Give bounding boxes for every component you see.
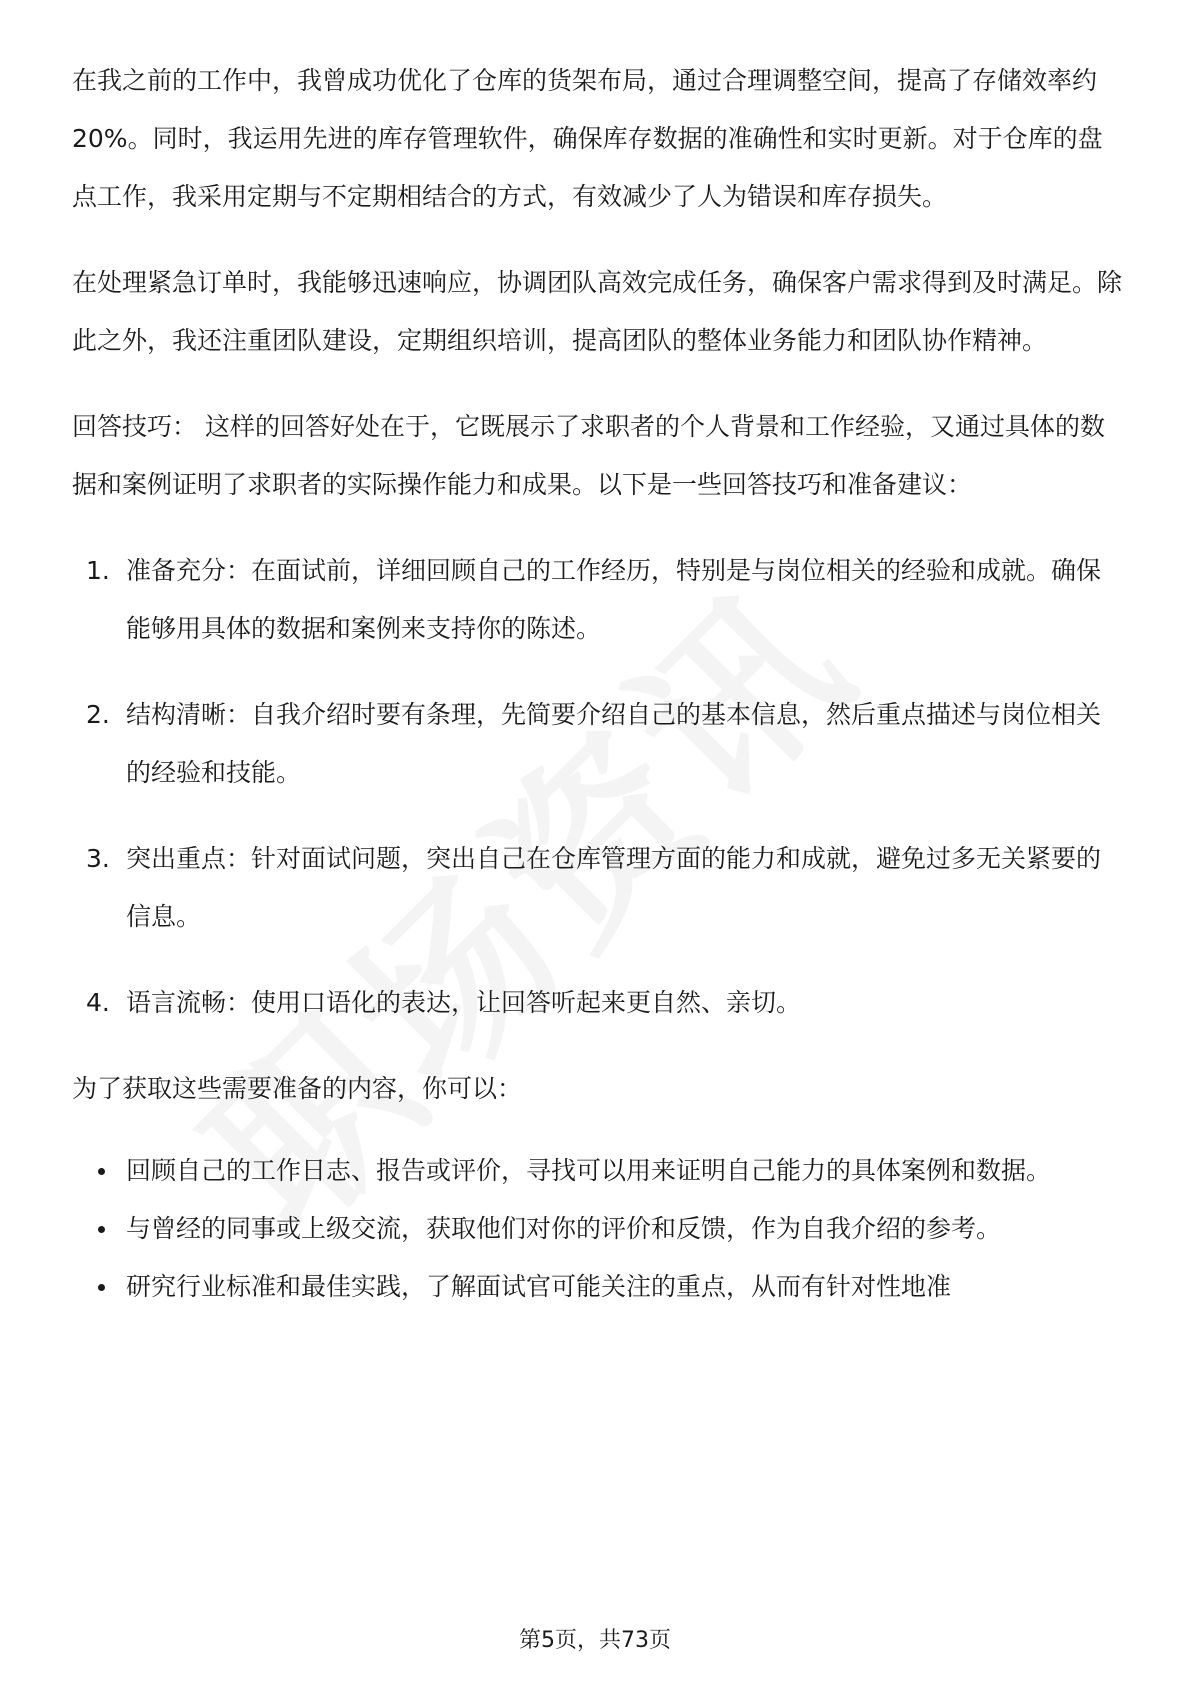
bullet-icon (98, 1168, 105, 1175)
list-item (72, 974, 1122, 1032)
paragraph-experience: 在我之前的工作中，我曾成功优化了仓库的货架布局，通过合理调整空间，提高了存储效率约20%。同时，我运用先进的库存管理软件，确保库存数据的准确性和实时更新。对于仓库的盘点工作，我采用定期与不定期相结合的方式，有效减少了人为错误和库存损失。 (72, 66, 1103, 211)
page-number: 第5页，共73页 (519, 1628, 671, 1653)
page-content (72, 52, 1122, 1316)
paragraph-prep-intro: 为了获取这些需要准备的内容，你可以： (72, 1074, 523, 1103)
bullet-item (72, 1200, 1122, 1258)
list-item (72, 686, 1122, 802)
list-item-text: 结构清晰：自我介绍时要有条理，先简要介绍自己的基本信息，然后重点描述与岗位相关的经验和技能。 (126, 700, 1102, 787)
list-item-text: 语言流畅：使用口语化的表达，让回答听起来更自然、亲切。 (126, 988, 802, 1017)
list-item-text: 准备充分：在面试前，详细回顾自己的工作经历，特别是与岗位相关的经验和成就。确保能够用具体的数据和案例来支持你的陈述。 (126, 556, 1102, 643)
list-item-number: 2. (86, 700, 110, 729)
bullet-item-text: 与曾经的同事或上级交流，获取他们对你的评价和反馈，作为自我介绍的参考。 (126, 1214, 1002, 1243)
list-item (72, 830, 1122, 946)
prep-list (72, 1142, 1122, 1316)
list-item-number: 3. (86, 844, 110, 873)
bullet-item-text: 回顾自己的工作日志、报告或评价，寻找可以用来证明自己能力的具体案例和数据。 (126, 1156, 1052, 1185)
bullet-icon (98, 1226, 105, 1233)
list-item-number: 4. (86, 988, 110, 1017)
bullet-item-text: 研究行业标准和最佳实践，了解面试官可能关注的重点，从而有针对性地准 (126, 1272, 952, 1301)
list-item-number: 1. (86, 556, 110, 585)
list-item (72, 542, 1122, 658)
paragraph-emergency-orders: 在处理紧急订单时，我能够迅速响应，协调团队高效完成任务，确保客户需求得到及时满足。除此之外，我还注重团队建设，定期组织培训，提高团队的整体业务能力和团队协作精神。 (72, 268, 1123, 355)
bullet-item (72, 1258, 1122, 1316)
bullet-icon (98, 1284, 105, 1291)
bullet-item (72, 1142, 1122, 1200)
list-item-text: 突出重点：针对面试问题，突出自己在仓库管理方面的能力和成就，避免过多无关紧要的信息。 (126, 844, 1102, 931)
tips-list (72, 542, 1122, 1032)
paragraph-answer-tips: 回答技巧： 这样的回答好处在于，它既展示了求职者的个人背景和工作经验，又通过具体的数据和案例证明了求职者的实际操作能力和成果。以下是一些回答技巧和准备建议： (72, 412, 1105, 499)
